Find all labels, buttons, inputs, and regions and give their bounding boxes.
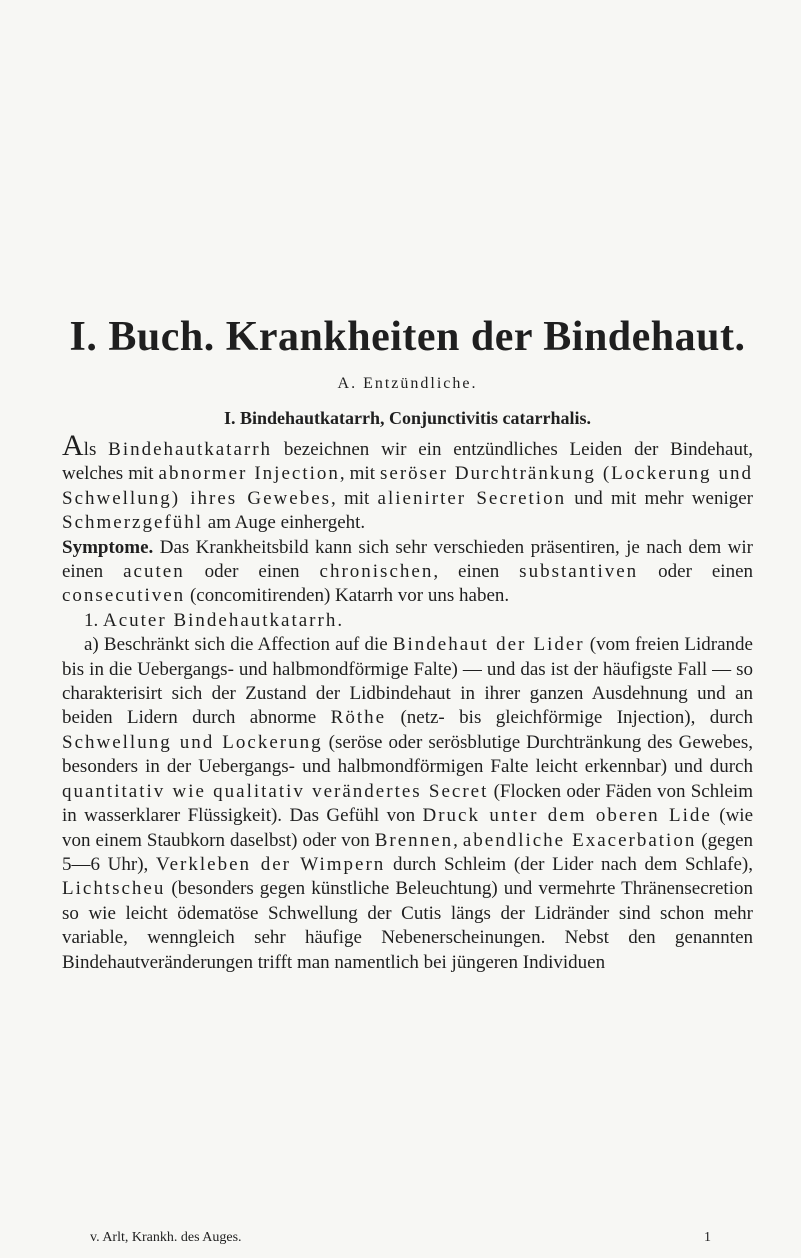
chapter-title: I. Bindehautkatarrh, Conjunctivitis catarrhalis. bbox=[223, 408, 592, 428]
section-title: A. Entzündliche. bbox=[337, 375, 478, 392]
footer-signature: v. Arlt, Krankh. des Auges. bbox=[90, 1230, 242, 1245]
paragraph-definition: Als Bindehautkatarrh bezeichnen wir ein entzündliches Leiden der Bindehaut, welches mit abnormer Injection, mit seröser Durchtränkung (Lockerung und Schwellung) ihres Gewebes, mit alienirter Secretion und mit mehr weniger Schmerzgefühl am Auge einhergeht. bbox=[62, 429, 753, 534]
symptoms-label: Symptome. bbox=[62, 536, 154, 558]
book-title: I. Buch. Krankheiten der Bindehaut. bbox=[69, 314, 746, 360]
paragraph-acute-lid: a) Beschränkt sich die Affection auf die Bindehaut der Lider (vom freien Lidrande bis in die Uebergangs- und halbmondförmige Falte) — und das ist der häufigste Fall — so charakterisirt sich der Zustand der Lidbindehaut in ihrer ganzen Ausdehnung und an beiden Lidern durch abnorme Röthe (netz- bis gleichförmige Injection), durch Schwellung und Lockerung (seröse oder serösblutige Durchtränkung des Gewebes, besonders in der Uebergangs- und halbmondförmigen Falte leicht erkennbar) und durch quantitativ wie qualitativ verändertes Secret (Flocken oder Fäden von Schleim in wasserklarer Flüssigkeit). Das Gefühl von Druck unter dem oberen Lide (wie von einem Staubkorn daselbst) oder von Brennen, abendliche Exacerbation (gegen 5—6 Uhr), Verkleben der Wimpern durch Schleim (der Lider nach dem Schlafe), Lichtscheu (besonders gegen künstliche Beleuchtung) und vermehrte Thränensecretion so wie leicht ödematöse Schwellung der Cutis längs der Lidränder sind schon mehr variable, wenngleich sehr häufige Nebenerscheinungen. Nebst den genannten Bindehautveränderungen trifft man namentlich bei jüngeren Individuen bbox=[62, 634, 754, 973]
page-footer bbox=[90, 1230, 711, 1246]
paragraph-symptoms: Symptome. Das Krankheitsbild kann sich sehr verschieden präsentiren, je nach dem wir einen acuten oder einen chronischen, einen substantiven oder einen consecutiven (concomitirenden) Katarrh vor uns haben. bbox=[62, 536, 754, 607]
body-text bbox=[62, 429, 754, 975]
signature-mark: 1 bbox=[704, 1230, 711, 1245]
subheading-acute: 1. Acuter Bindehautkatarrh. bbox=[84, 609, 343, 631]
